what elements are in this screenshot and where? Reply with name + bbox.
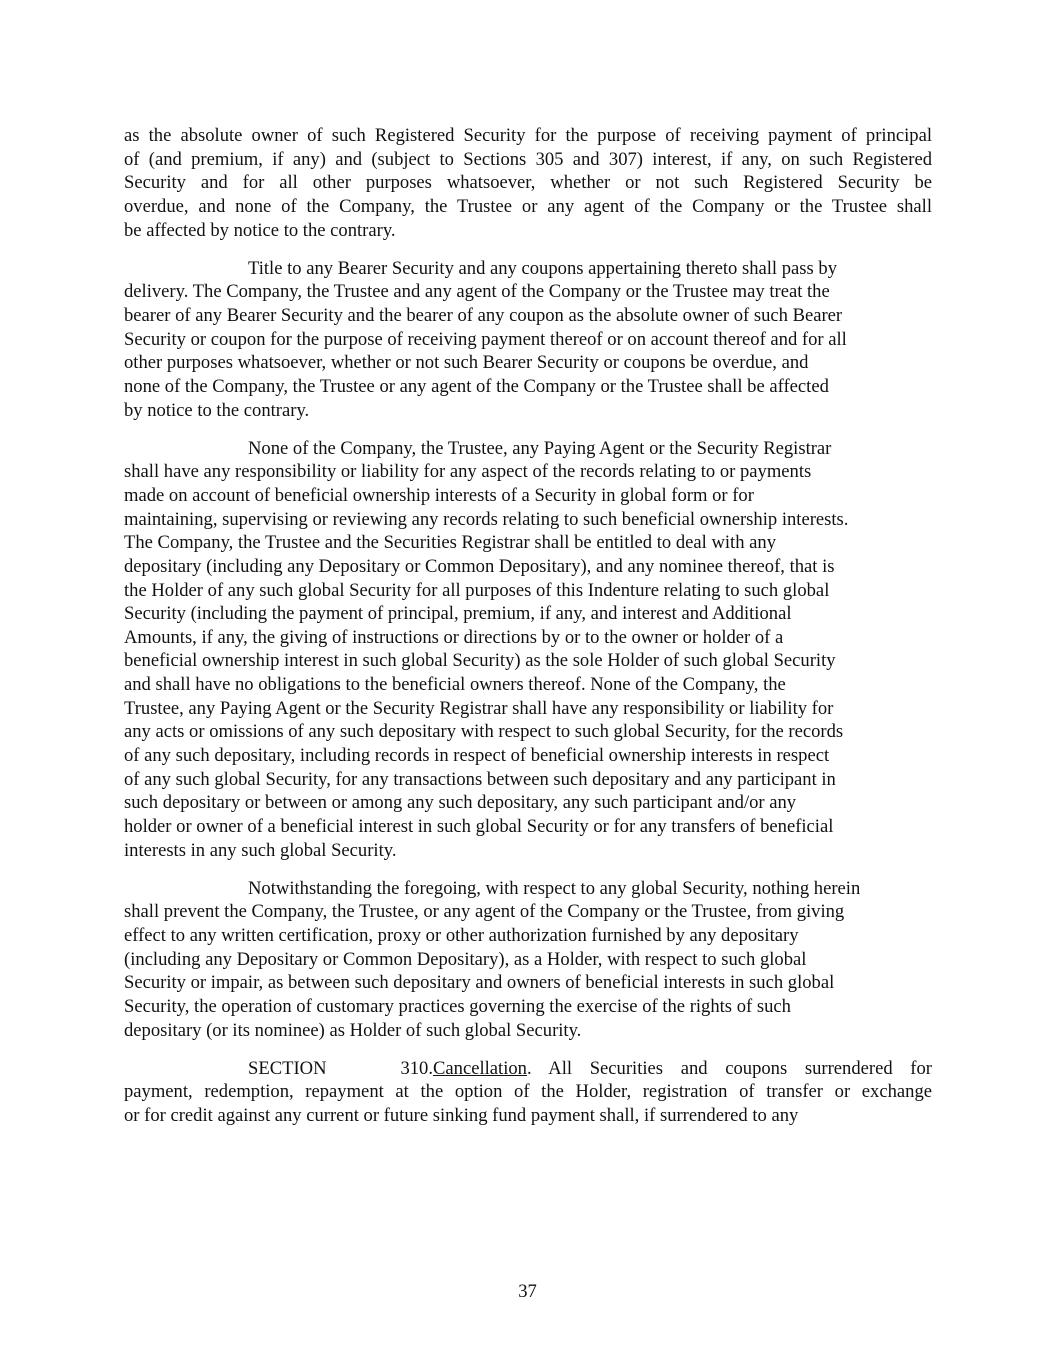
text-line: as the absolute owner of such Registered Security for the purpose of receiving payment of principal <box>124 125 932 146</box>
text-line: Security (including the payment of principal, premium, if any, and interest and Additional <box>124 603 792 625</box>
text-line: depositary (including any Depositary or Common Depositary), and any nominee thereof, that is <box>124 555 835 577</box>
text-line: Trustee, any Paying Agent or the Security Registrar shall have any responsibility or liability for <box>124 697 834 719</box>
paragraph-notwithstanding <box>124 877 932 1042</box>
section-title: Cancellation <box>433 1057 527 1079</box>
paragraph-global-security-liability <box>124 437 932 863</box>
page-number: 37 <box>518 1281 537 1302</box>
text-line: (including any Depositary or Common Depositary), as a Holder, with respect to such global <box>124 948 807 970</box>
text-line: Security and for all other purposes whatsoever, whether or not such Registered Security be <box>124 172 932 194</box>
text-line: None of the Company, the Trustee, any Paying Agent or the Security Registrar <box>248 437 832 459</box>
paragraph-registered-owner <box>124 124 932 242</box>
text-line: shall have any responsibility or liability for any aspect of the records relating to or payments <box>124 461 812 483</box>
text-line: Title to any Bearer Security and any coupons appertaining thereto shall pass by <box>248 257 838 279</box>
text-line: Notwithstanding the foregoing, with respect to any global Security, nothing herein <box>248 877 861 899</box>
text-line: The Company, the Trustee and the Securities Registrar shall be entitled to deal with any <box>124 532 777 554</box>
text-line: depositary (or its nominee) as Holder of such global Security. <box>124 1019 582 1041</box>
paragraph-bearer-security <box>124 257 932 422</box>
text-line: such depositary or between or among any such depositary, any such participant and/or any <box>124 792 797 814</box>
text-line: Security or coupon for the purpose of receiving payment thereof or on account thereof and for all <box>124 328 847 350</box>
text-line: bearer of any Bearer Security and the bearer of any coupon as the absolute owner of such Bearer <box>124 304 843 326</box>
text-line: none of the Company, the Trustee or any agent of the Company or the Trustee shall be affected <box>124 375 829 397</box>
text-line: holder or owner of a beneficial interest in such global Security or for any transfers of beneficial <box>124 815 834 837</box>
text-line: payment, redemption, repayment at the option of the Holder, registration of transfer or exchange <box>124 1081 932 1103</box>
text-line: shall prevent the Company, the Trustee, or any agent of the Company or the Trustee, from giving <box>124 901 845 923</box>
text-line: any acts or omissions of any such depositary with respect to such global Security, for the records <box>124 721 844 743</box>
text-line: delivery. The Company, the Trustee and any agent of the Company or the Trustee may treat the <box>124 281 830 303</box>
text-line: or for credit against any current or future sinking fund payment shall, if surrendered to any <box>124 1104 799 1126</box>
section-text: . All Securities and coupons surrendered for <box>526 1057 932 1079</box>
text-line: Security or impair, as between such depositary and owners of beneficial interests in such global <box>124 972 835 994</box>
text-line: the Holder of any such global Security for all purposes of this Indenture relating to such global <box>124 579 830 601</box>
text-line: interests in any such global Security. <box>124 839 397 861</box>
section-310-cancellation <box>124 1057 932 1128</box>
text-line: of any such depositary, including records in respect of beneficial ownership interests in respect <box>124 745 830 767</box>
text-line: of (and premium, if any) and (subject to Sections 305 and 307) interest, if any, on such Registered <box>124 148 932 170</box>
text-line: be affected by notice to the contrary. <box>124 219 396 241</box>
text-line: Security, the operation of customary practices governing the exercise of the rights of such <box>124 995 791 1017</box>
text-line: beneficial ownership interest in such global Security) as the sole Holder of such global Security <box>124 650 836 672</box>
text-line: of any such global Security, for any transactions between such depositary and any participant in <box>124 768 836 790</box>
text-line: by notice to the contrary. <box>124 399 310 421</box>
section-heading-line <box>124 1057 932 1081</box>
document-body <box>124 124 932 1128</box>
text-line: made on account of beneficial ownership interests of a Security in global form or for <box>124 484 754 506</box>
section-number: SECTION 310. <box>248 1057 433 1079</box>
text-line: overdue, and none of the Company, the Trustee or any agent of the Company or the Trustee shall <box>124 195 932 217</box>
text-line: other purposes whatsoever, whether or not such Bearer Security or coupons be overdue, and <box>124 352 809 374</box>
text-line: maintaining, supervising or reviewing any records relating to such beneficial ownership interests. <box>124 508 849 530</box>
text-line: and shall have no obligations to the beneficial owners thereof. None of the Company, the <box>124 674 786 696</box>
text-line: Amounts, if any, the giving of instructions or directions by or to the owner or holder of a <box>124 626 784 648</box>
text-line: effect to any written certification, proxy or other authorization furnished by any depositary <box>124 925 799 946</box>
